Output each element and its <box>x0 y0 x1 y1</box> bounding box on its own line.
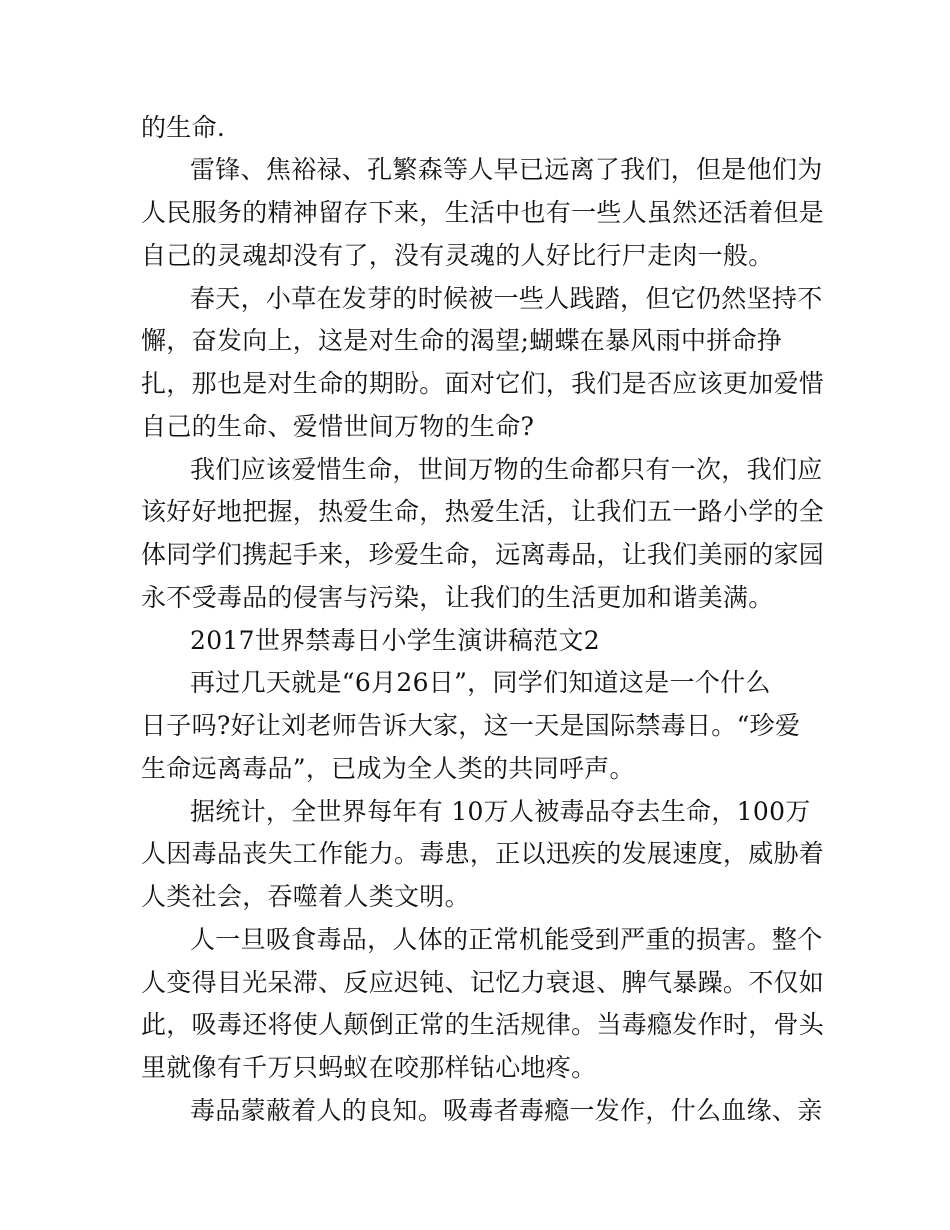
text-line: 扎，那也是对生命的期盼。面对它们，我们是否应该更加爱惜 <box>141 369 825 398</box>
text-line: 生命远离毒品”，已成为全人类的共同呼声。 <box>141 754 635 783</box>
text-line: 人变得目光呆滞、反应迟钝、记忆力衰退、脾气暴躁。不仅如 <box>141 968 825 997</box>
section-heading: 2017世界禁毒日小学生演讲稿范文2 <box>190 626 600 655</box>
text-line: 懈，奋发向上，这是对生命的渴望;蝴蝶在暴风雨中拼命挣 <box>141 326 783 355</box>
text-line: 人因毒品丧失工作能力。毒患，正以迅疾的发展速度，威胁着 <box>141 839 825 868</box>
text-line: 里就像有千万只蚂蚁在咬那样钻心地疼。 <box>141 1053 597 1082</box>
text-line: 体同学们携起手来，珍爱生命，远离毒品，让我们美丽的家园 <box>141 540 825 569</box>
paragraph-start-line: 人一旦吸食毒品，人体的正常机能受到严重的损害。整个 <box>190 925 823 954</box>
paragraph-start-line: 再过几天就是“6月26日”，同学们知道这是一个什么 <box>190 668 771 697</box>
text-line: 自己的灵魂却没有了，没有灵魂的人好比行尸走肉一般。 <box>141 241 774 270</box>
text-line: 该好好地把握，热爱生命，热爱生活，让我们五一路小学的全 <box>141 497 825 526</box>
text-line: 永不受毒品的侵害与污染，让我们的生活更加和谐美满。 <box>141 583 774 612</box>
text-line: 人类社会，吞噬着人类文明。 <box>141 882 470 911</box>
text-line: 自己的生命、爱惜世间万物的生命? <box>141 412 535 441</box>
paragraph-start-line: 雷锋、焦裕禄、孔繁森等人早已远离了我们，但是他们为 <box>190 155 823 184</box>
paragraph-start-line: 春天，小草在发芽的时候被一些人践踏，但它仍然坚持不 <box>190 284 823 313</box>
text-line: 的生命. <box>141 113 226 142</box>
text-line: 此，吸毒还将使人颠倒正常的生活规律。当毒瘾发作时，骨头 <box>141 1010 825 1039</box>
paragraph-start-line: 我们应该爱惜生命，世间万物的生命都只有一次，我们应 <box>190 455 823 484</box>
paragraph-start-line: 毒品蒙蔽着人的良知。吸毒者毒瘾一发作，什么血缘、亲 <box>190 1096 823 1125</box>
text-line: 人民服务的精神留存下来，生活中也有一些人虽然还活着但是 <box>141 198 825 227</box>
text-line: 日子吗?好让刘老师告诉大家，这一天是国际禁毒日。“珍爱 <box>141 711 801 740</box>
paragraph-start-line: 据统计，全世界每年有 10万人被毒品夺去生命，100万 <box>190 797 811 826</box>
